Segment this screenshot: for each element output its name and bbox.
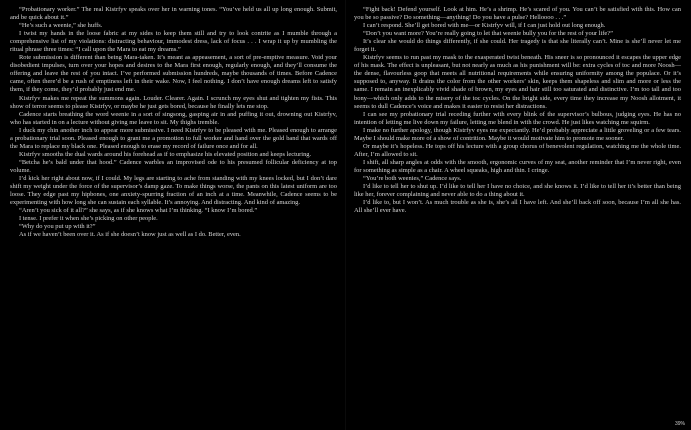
paragraph: Cadence starts breathing the word weenie in a sort of singsong, gasping air in and puffing it out, drowning out Kistrfyv, who has started in on a lecture without giving me leave to sit. My thighs tremble. <box>10 110 337 126</box>
reading-progress-indicator: 39% <box>674 421 685 427</box>
paragraph: I shift, all sharp angles at odds with the smooth, ergonomic curves of my seat, another reminder that I’m never right, even for something as simple as a chair. A wheel squeaks, high and thin. I cringe. <box>354 158 681 174</box>
paragraph: I tense. I prefer it when she’s picking on other people. <box>19 215 158 223</box>
paragraph: Or maybe it’s hopeless. He tops off his lecture with a group chorus of benevolent regulation, watching me the whole time. After, I’m allowed to sit. <box>354 142 681 158</box>
paragraph: I duck my chin another inch to appear more submissive. I need Kistrfyv to be pleased with me. Pleased enough to arrange a probationary trial soon. Pleased enough to grant me a promotion to full worker and hand over the gold band that wards off the Mara to replace my black one. Pleased enough to erase my record of failure once and for all. <box>10 126 337 150</box>
paragraph: I make no further apology, though Kistrfyv eyes me expectantly. He’d probably appreciate a little groveling or a few tears. Maybe I should make more of a show of contrition. Maybe it would motivate him to promote me sooner. <box>354 126 681 142</box>
left-page <box>0 0 345 430</box>
paragraph: “You’re both weenies,” Cadence says. <box>363 174 462 182</box>
paragraph: Kistrfyv smooths the dual wards around his forehead as if to emphasize his elevated position and keeps lecturing. <box>19 150 312 158</box>
paragraph: I’d kick her right about now, if I could. My legs are starting to ache from standing with my knees locked, but I don’t dare shift my weight under the force of the supervisor’s damp gaze. To make things worse, the pants on this latest uniform are too loose. They edge past my hipbones, one anxiety-spurring fraction of an inch at a time. Meanwhile, Cadence seems to be experimenting with how long she can sustain each syllable. It’s annoying. And distracting. And kind of amazing. <box>10 174 337 207</box>
paragraph: Kistrfyv seems to run past my mask to the exasperated twist beneath. His sneer is so pronounced it escapes the upper edge of his mask. The effect is unpleasant, but not nearly as much as his punishment will be: extra cycles of toc and more Noosh—the dense, flavourless goop that meets all nutritional requirements while ensuring uniformity among the populace. Or it’s supposed to, anyway. It drains the color from the other workers’ skin, keeps them shapeless and slim and more or less the same. I remain an inexplicably vivid shade of brown, my eyes and hair still too saturated and distinctive. I’m too tall and too bony—which only adds to the misery of the toc cycles. On the bright side, every time they increase my Noosh allotment, it seems to dull Cadence’s voice and makes it easier to resist her distractions. <box>354 54 681 110</box>
paragraph: It’s clear she would do things differently, if she could. Her tragedy is that she literally can’t. Mine is she’ll never let me forget it. <box>354 38 681 54</box>
paragraph: I’d like to, but I won’t. As much trouble as she is, she’s all I have left. And she’ll back off soon, because I’m all she has. All she’ll ever have. <box>354 199 681 215</box>
paragraph: “Fight back! Defend yourself. Look at him. He’s a shrimp. He’s scared of you. You can’t be satisfied with this. How can you be so passive? Do something—anything! Do you have a pulse? Helloooo . . .” <box>354 6 681 22</box>
paragraph: “Why do you put up with it?” <box>19 223 96 231</box>
paragraph: Rote submission is different than being Mara-taken. It’s meant as appeasement, a sort of pre-emptive measure. Void your disobedient impulses, turn over your hopes and desires to the Mara first enough, regularly enough, and they’ll consume the offering and leave the rest of you intact. I’ve performed submission hundreds, maybe thousands of times. Before Cadence came, often there’d be a rush of emptiness left in their wake. Now, I feel nothing. I don’t have enough dreams left to satisfy them, if they come, they’d probably just end me. <box>10 54 337 94</box>
paragraph: I twist my hands in the loose fabric at my sides to keep them still and try to look contrite as I mumble through a comprehensive list of my violations: distracting behaviour, immodest dress, lack of focus . . . I wrap it up by mumbling the ritual phrase three times: “I call upon the Mara to eat my dreams.” <box>10 30 337 54</box>
paragraph: “Aren’t you sick of it all?” she says, as if she knows what I’m thinking. “I know I’m bored.” <box>19 207 258 215</box>
right-page <box>346 0 691 430</box>
paragraph: “Don’t you want more? You’re really going to let that weenie bully you for the rest of your life?” <box>363 30 613 38</box>
paragraph: Kistrfyv makes me repeat the summons again. Louder. Clearer. Again. I scrunch my eyes shut and tighten my fists. This show of terror seems to please Kistrfyv, or maybe he just gets bored, because he finally lets me stop. <box>10 94 337 110</box>
paragraph: I’d like to tell her to shut up. I’d like to tell her I have no choice, and she knows it. I’d like to tell her it’s better than being like her, forever complaining and never able to do a thing about it. <box>354 183 681 199</box>
paragraph: “Betcha he’s bald under that hood.” Cadence warbles an improvised ode to his presumed follicular deficiency at top volume. <box>10 158 337 174</box>
paragraph: “Probationary worker.” The real Kistrfyv speaks over her in warning tones. “You’ve held us all up long enough. Submit, and be quick about it.” <box>10 6 337 22</box>
paragraph: “He’s such a weenie,” she huffs. <box>19 22 103 30</box>
paragraph: I can’t respond. She’ll get bored with me—or Kistrfyv will, if I can just hold out long enough. <box>363 22 606 30</box>
paragraph: As if we haven’t been over it. As if she doesn’t know just as well as I do. Better, even. <box>19 231 241 239</box>
paragraph: I can see my probationary trial receding further with every blink of the supervisor’s bulbous, judging eyes. He has no intention of letting me live down my failure, letting me blend in with the crowd. He just likes watching me squirm. <box>354 110 681 126</box>
